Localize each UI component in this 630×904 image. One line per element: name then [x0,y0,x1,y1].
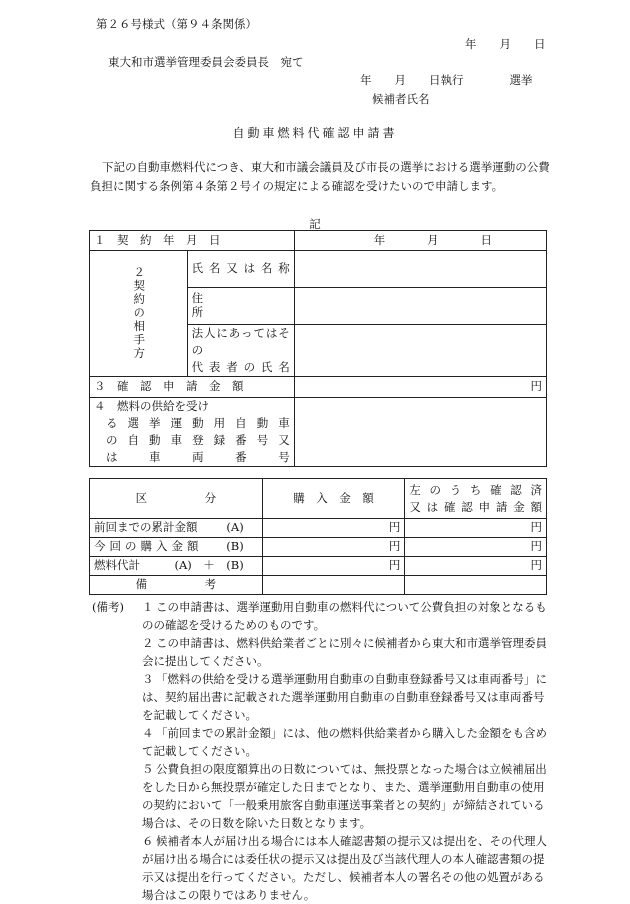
counterparty-address-value[interactable] [294,288,546,325]
vehicle-label-line4: は 車 両 番 号 [106,450,290,464]
current-row [90,538,547,557]
representative-label-line1: 法人にあってはその [191,326,290,357]
note-number: ４ [142,726,154,740]
note-item [92,634,552,670]
current-confirmed-value[interactable] [405,538,547,557]
note-number: １ [142,600,154,614]
vehicle-number-label [90,398,295,467]
purchase-amount-header: 購 入 金 額 [262,479,405,519]
intro-paragraph: 下記の自動車燃料代につき、東大和市議会議員及び市長の選挙における選挙運動の公費負担に関する条例第４条第２号イの規定による確認を受けたいので申請します。 [90,160,550,193]
cumulative-label [90,519,263,538]
category-header: 区 分 [90,479,263,519]
confirmed-header-line2: 又は確認申請金額 [409,499,542,514]
counterparty-address-label: 住 所 [187,288,294,325]
addressee: 東大和市選挙管理委員会委員長 宛て [108,55,304,69]
note-item [92,760,552,832]
remarks-row [90,576,547,595]
yen-unit: 円 [530,558,542,573]
cumulative-label-text: 前回までの累計金額 [94,520,198,535]
confirmed-amount-header [405,479,547,519]
note-number: ６ [142,834,154,848]
notes-section [92,598,552,904]
remarks-label: 備 考 [90,576,263,595]
note-text: 「燃料の供給を受ける選挙運動用自動車の自動車登録番号又は車両番号」には、契約届出書に記載された選挙運動用自動車の自動車登録番号又は車両番号を記載してください。 [142,672,547,722]
note-item [92,724,552,760]
representative-label [187,325,294,377]
counterparty-name-row [90,251,547,288]
yen-unit: 円 [388,558,401,573]
cumulative-purchase-value[interactable] [262,519,405,538]
requested-amount-value[interactable] [294,377,546,398]
note-body [142,832,552,904]
contract-table [89,230,547,467]
vehicle-number-value[interactable] [294,398,546,467]
notes-heading: (備考) [92,600,124,614]
candidate-name-label: 候補者氏名 [372,92,430,106]
vehicle-label-line3: の自動車登録番号又 [106,433,290,447]
date-year: 年 [373,232,386,247]
note-item [92,598,552,634]
note-text: 候補者本人が届け出る場合には本人確認書類の提示又は提出を、その代理人が届け出る場合には委任状の提示又は提出及び当該代理人の本人確認書類の提示又は提出を行ってください。ただし、候補者本人の署名その他の処置がある場合はこの限りではありません。 [142,834,547,902]
representative-label-line2: 代表者の氏名 [191,360,290,374]
representative-value[interactable] [294,325,546,377]
note-body [142,724,552,760]
requested-amount-label: ３ 確 認 申 請 金 額 [90,377,295,398]
counterparty-group-label: ２契約の相手方 [90,251,188,377]
yen-unit: 円 [530,539,542,554]
note-body [142,634,552,670]
contract-date-row [90,231,547,251]
note-text: 「前回までの累計金額」には、他の燃料供給業者から購入した金額をも含めて記載してください。 [142,726,547,758]
counterparty-name-value[interactable] [294,251,546,288]
current-purchase-value[interactable] [262,538,405,557]
note-body [142,598,552,634]
vehicle-label-line1: ４ 燃料の供給を受け [94,399,209,413]
note-number: ２ [142,636,154,650]
total-purchase-value[interactable] [262,557,405,576]
confirmed-header-line1: 左のうち確認済 [409,482,542,497]
total-confirmed-value[interactable] [405,557,547,576]
counterparty-name-label: 氏名又は名称 [187,251,294,288]
note-text: この申請書は、燃料供給業者ごとに別々に候補者から東大和市選挙管理委員会に提出してください。 [142,636,547,668]
note-item [92,670,552,724]
current-label-text: 今回の購入金額 [94,539,203,554]
note-number: ３ [142,672,154,686]
requested-amount-row [90,377,547,398]
amount-table [89,478,547,595]
current-label [90,538,263,557]
total-label-text: 燃料代計 [94,558,140,573]
note-number: ５ [142,762,154,776]
total-label-code: (A) ＋ (B) [174,558,244,573]
election-date-line: 年 月 日執行 選挙 [360,73,533,87]
note-text: 公費負担の限度額算出の日数については、無投票となった場合は立候補届出をした日から無投票が確定した日までとなり、また、選挙運動用自動車の使用の契約において「一般乗用旅客自動車運送事業者との契約」が締結されている場合は、その日数を除いた日数となります。 [142,762,547,830]
total-label [90,557,263,576]
document-title: 自動車燃料代確認申請書 [232,126,398,140]
yen-unit: 円 [530,379,542,394]
yen-unit: 円 [388,539,401,554]
note-text: この申請書は、選挙運動用自動車の燃料代について公費負担の対象となるものの確認を受けるためのものです。 [142,600,547,632]
amount-header-row [90,479,547,519]
remarks-confirmed-value[interactable] [405,576,547,595]
note-body [142,760,552,832]
submission-date: 年 月 日 [465,37,546,51]
cumulative-row [90,519,547,538]
ki-heading: 記 [309,217,321,231]
date-month: 月 [427,232,439,247]
yen-unit: 円 [388,520,401,535]
note-body [142,670,552,724]
cumulative-confirmed-value[interactable] [405,519,547,538]
current-label-code: (B) [226,539,244,554]
form-number: 第２６号様式（第９４条関係） [96,17,257,31]
vehicle-number-row [90,398,547,467]
contract-date-label: １ 契 約 年 月 日 [90,231,295,251]
date-day: 日 [480,232,492,247]
yen-unit: 円 [530,520,542,535]
vehicle-label-line2: る選挙運動用自動車 [106,416,290,430]
note-item [92,832,552,904]
cumulative-label-code: (A) [226,520,244,535]
total-row [90,557,547,576]
contract-date-value[interactable] [294,231,546,251]
remarks-purchase-value[interactable] [262,576,405,595]
